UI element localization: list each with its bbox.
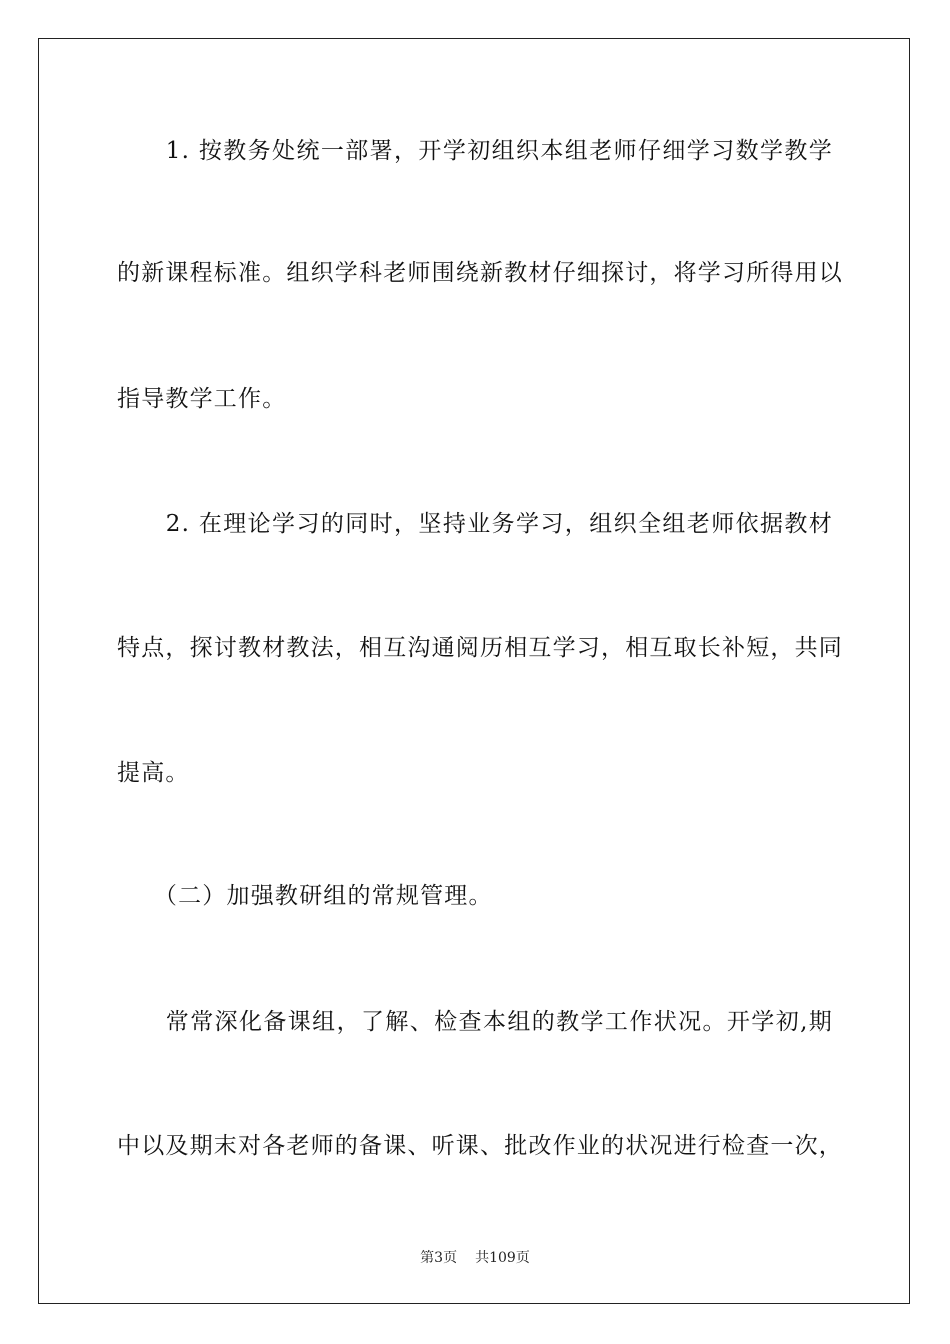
page-total: 共109页	[475, 1250, 530, 1266]
paragraph-line-6: 提高。	[117, 760, 190, 786]
section-heading: （二）加强教研组的常规管理。	[117, 883, 493, 909]
paragraph-line-3: 指导教学工作。	[117, 386, 287, 412]
page-border	[38, 38, 910, 1304]
paragraph-line-8: 中以及期末对各老师的备课、听课、批改作业的状况进行检查一次，	[117, 1133, 843, 1159]
paragraph-line-4: 2. 在理论学习的同时，坚持业务学习，组织全组老师依据教材	[117, 511, 833, 537]
page-footer	[0, 1247, 950, 1267]
paragraph-line-1: 1. 按教务处统一部署，开学初组织本组老师仔细学习数学教学	[117, 138, 833, 164]
paragraph-line-7: 常常深化备课组，了解、检查本组的教学工作状况。开学初,期	[117, 1009, 833, 1035]
paragraph-line-2: 的新课程标准。组织学科老师围绕新教材仔细探讨，将学习所得用以	[117, 260, 843, 286]
page-number: 第3页	[420, 1250, 458, 1266]
paragraph-line-5: 特点，探讨教材教法，相互沟通阅历相互学习，相互取长补短，共同	[117, 635, 843, 661]
